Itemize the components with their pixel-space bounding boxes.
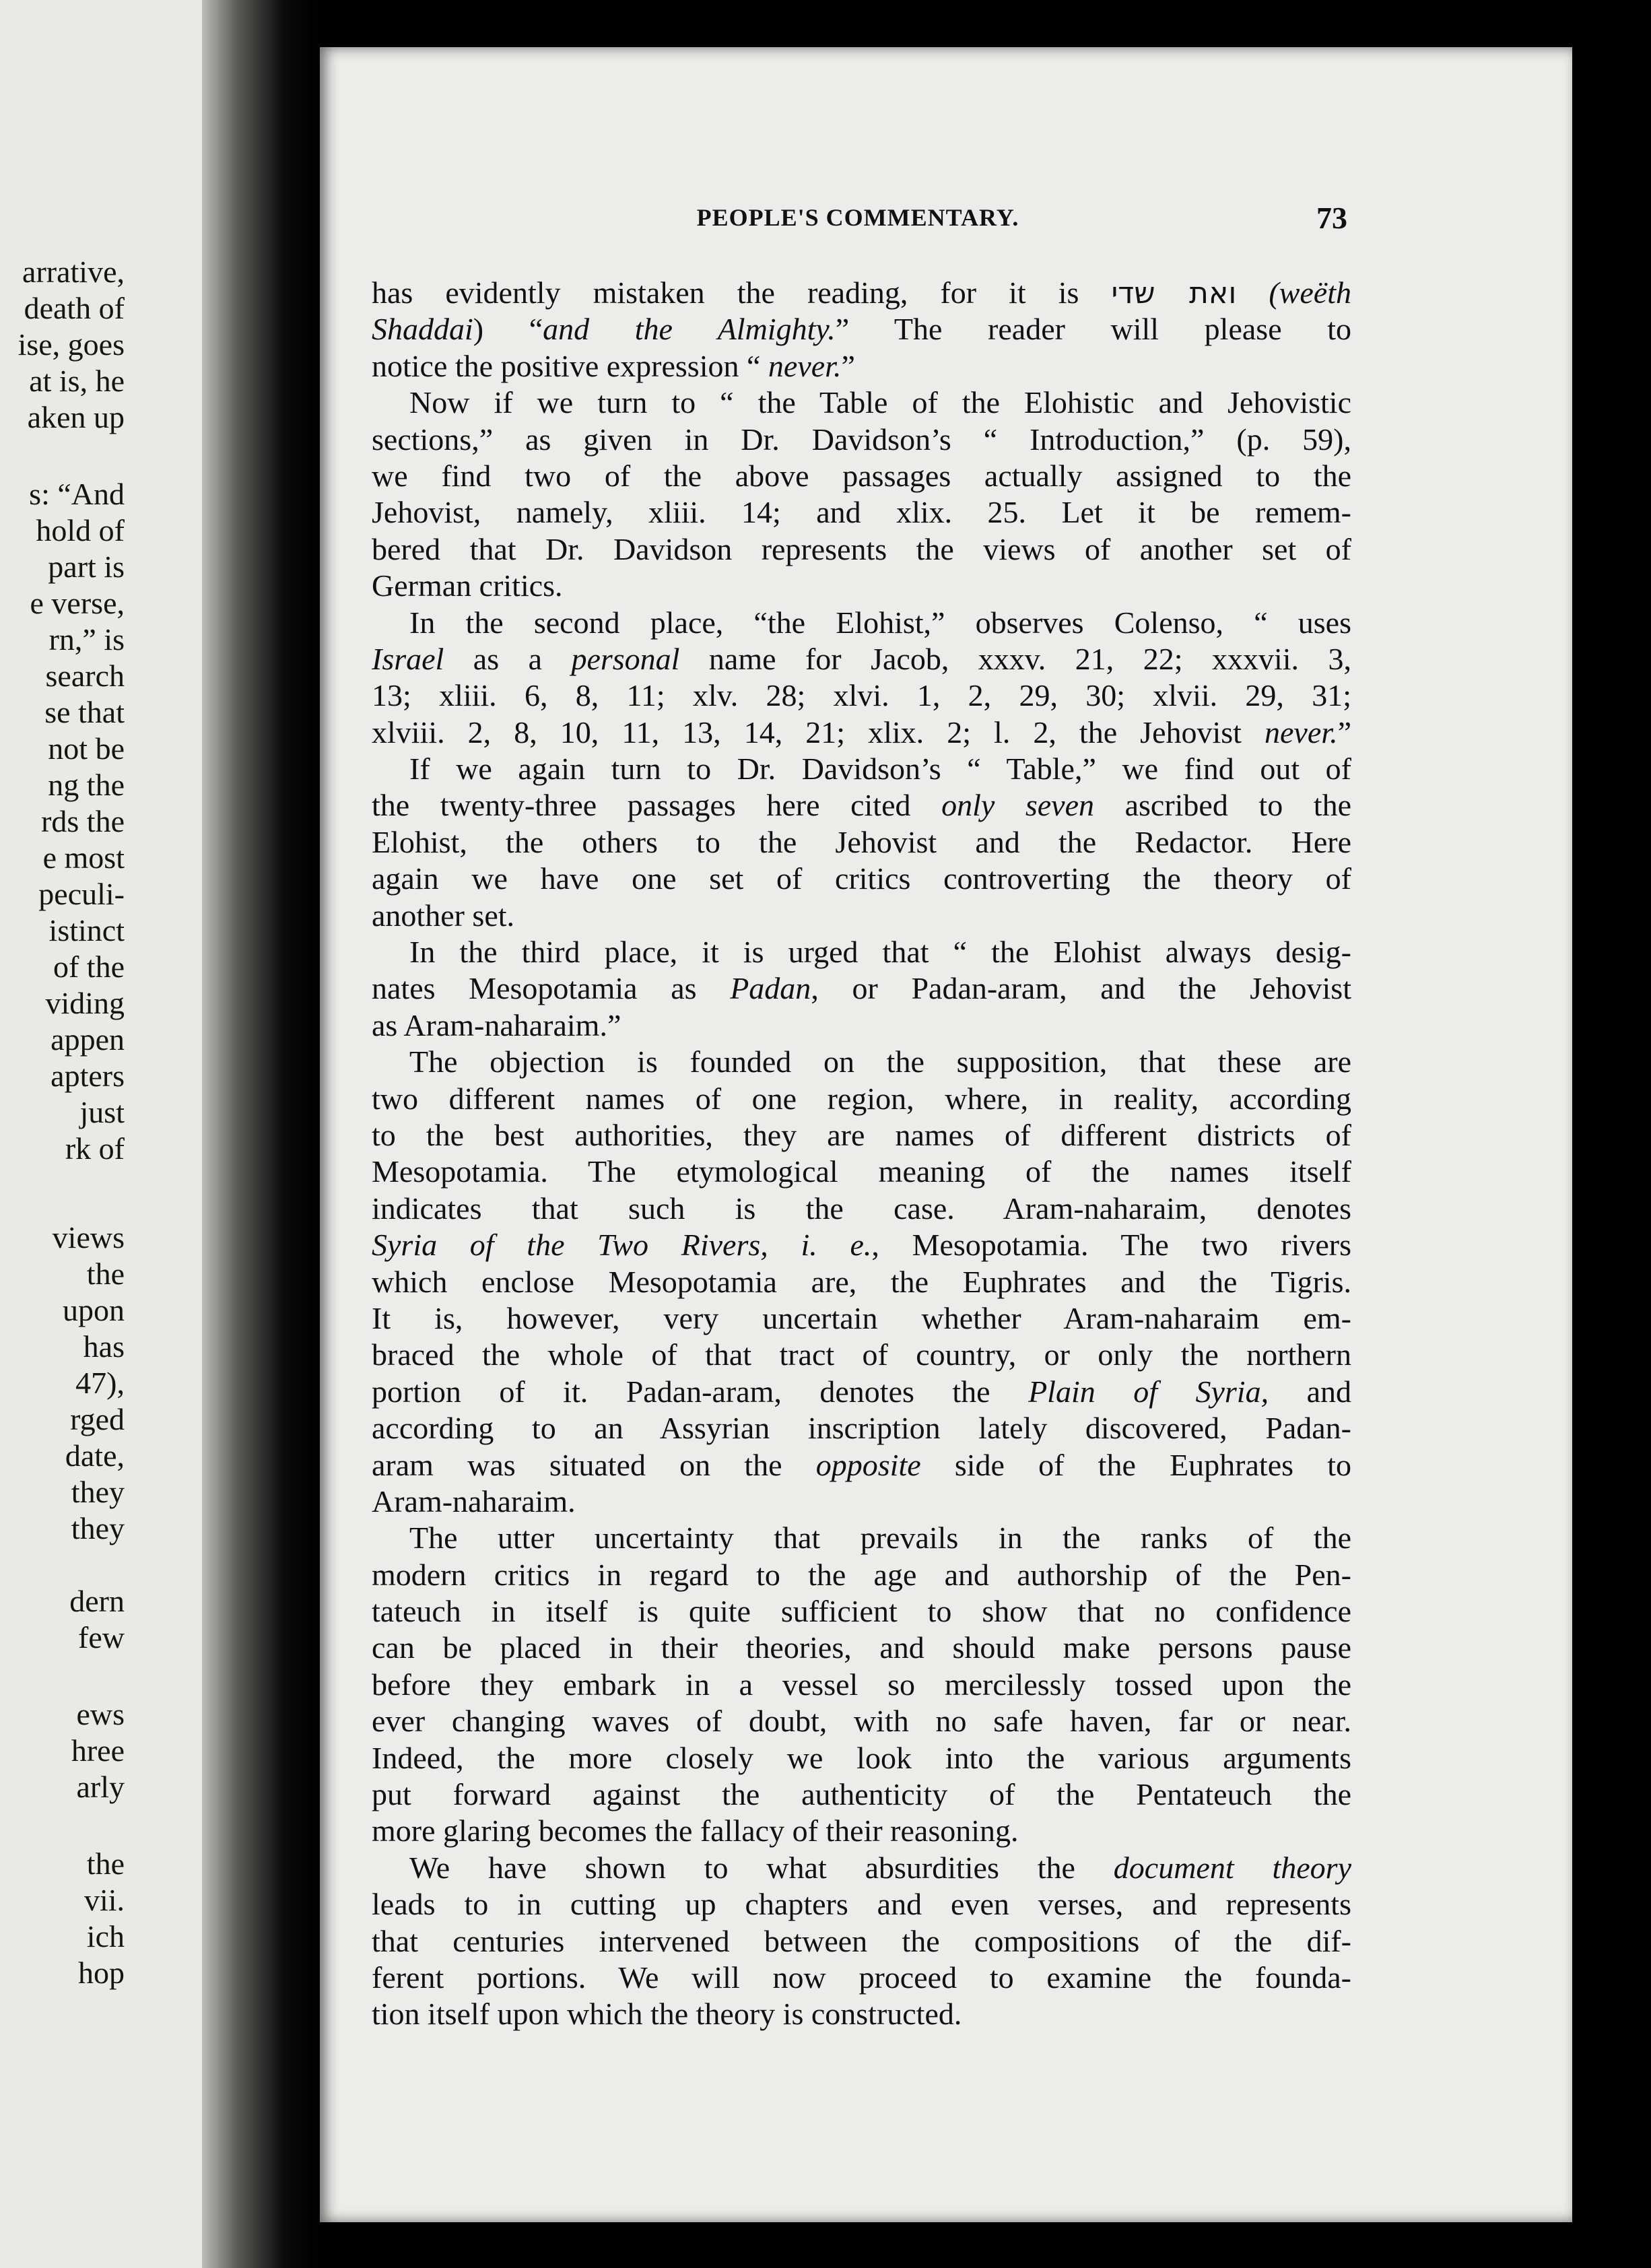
facing-page-line: rn,” is <box>48 622 125 657</box>
text-line: to the best authorities, they are names of different districts of <box>372 1117 1351 1152</box>
text-line: We have shown to what absurdities the document theory <box>409 1850 1352 1885</box>
facing-page-line: arrative, <box>22 255 125 289</box>
text-line: aram was situated on the opposite side of the Euphrates to <box>372 1447 1351 1482</box>
text-line: can be placed in their theories, and should make persons pause <box>372 1630 1351 1665</box>
facing-page-line: e verse, <box>30 586 125 620</box>
facing-page-line: e most <box>42 840 125 875</box>
facing-page-line: viding <box>45 986 125 1020</box>
facing-page-line: vii. <box>83 1883 125 1917</box>
text-line: according to an Assyrian inscription lately discovered, Padan- <box>372 1411 1351 1446</box>
facing-page-line: hop <box>78 1956 125 1990</box>
text-line: has evidently mistaken the reading, for it is ואת שדי (weëth <box>372 275 1352 310</box>
text-line: It is, however, very uncertain whether Aram-naharaim em- <box>372 1300 1351 1335</box>
facing-page-line: they <box>71 1511 125 1545</box>
facing-page-line: se that <box>44 695 125 729</box>
text-line: that centuries intervened between the compositions of the dif- <box>372 1923 1351 1958</box>
facing-page-line: death of <box>24 291 125 325</box>
facing-page-line: the <box>86 1846 125 1881</box>
text-line: tion itself upon which the theory is constructed. <box>372 1997 962 2032</box>
text-line: tateuch in itself is quite sufficient to show that no confidence <box>372 1594 1351 1629</box>
text-line: leads to in cutting up chapters and even verses, and represents <box>372 1887 1351 1922</box>
text-line: In the second place, “the Elohist,” observes Colenso, “ uses <box>409 605 1351 640</box>
body-text <box>372 275 1351 2033</box>
facing-page-line: dern <box>69 1584 125 1618</box>
text-line: bered that Dr. Davidson represents the views of another set of <box>372 531 1351 566</box>
facing-page-line: not be <box>48 731 125 766</box>
text-line: Elohist, the others to the Jehovist and the Redactor. Here <box>372 824 1351 859</box>
text-line: Aram-naharaim. <box>372 1483 576 1519</box>
text-line: put forward against the authenticity of the Pentateuch the <box>372 1777 1351 1812</box>
book-gutter <box>202 0 320 2268</box>
text-line: Israel as a personal name for Jacob, xxxv. 21, 22; xxxvii. 3, <box>372 641 1351 676</box>
facing-page-line: just <box>79 1095 125 1129</box>
running-head: PEOPLE'S COMMENTARY. <box>696 204 1019 231</box>
facing-page-line: the <box>86 1257 125 1291</box>
facing-page-line: hold of <box>36 513 125 547</box>
page-number: 73 <box>1316 201 1347 235</box>
facing-page-line: ich <box>86 1919 125 1954</box>
text-line: another set. <box>372 898 515 933</box>
facing-page-line: hree <box>71 1733 125 1768</box>
facing-page-line: ews <box>76 1697 125 1731</box>
text-line: braced the whole of that tract of country, or only the northern <box>372 1337 1351 1372</box>
facing-page-line: ise, goes <box>18 327 125 362</box>
text-line: ever changing waves of doubt, with no safe haven, far or near. <box>372 1704 1351 1739</box>
facing-page-line: they <box>71 1475 125 1509</box>
facing-page-line: appen <box>50 1022 125 1057</box>
text-line: Mesopotamia. The etymological meaning of the names itself <box>372 1154 1351 1189</box>
text-line: 13; xliii. 6, 8, 11; xlv. 28; xlvi. 1, 2, 29, 30; xlvii. 29, 31; <box>372 678 1351 713</box>
text-line: Syria of the Two Rivers, i. e., Mesopotamia. The two rivers <box>372 1228 1351 1263</box>
text-line: Shaddai) “and the Almighty.” The reader will please to <box>372 312 1351 347</box>
facing-page-line: upon <box>63 1293 125 1327</box>
text-line: modern critics in regard to the age and authorship of the Pen- <box>372 1557 1351 1592</box>
text-line: before they embark in a vessel so mercilessly tossed upon the <box>372 1667 1351 1702</box>
text-line: Jehovist, namely, xliii. 14; and xlix. 25. Let it be remem- <box>372 495 1351 530</box>
facing-page-line: istinct <box>48 913 125 947</box>
text-line: two different names of one region, where, in reality, according <box>372 1081 1351 1116</box>
facing-page-line: peculi- <box>38 877 125 911</box>
text-line: more glaring becomes the fallacy of their reasoning. <box>372 1813 1019 1848</box>
text-line: notice the positive expression “ never.” <box>372 348 855 383</box>
facing-page <box>0 0 202 2268</box>
text-line: which enclose Mesopotamia are, the Euphrates and the Tigris. <box>372 1264 1351 1299</box>
facing-page-line: of the <box>53 949 125 984</box>
text-line: indicates that such is the case. Aram-naharaim, denotes <box>372 1191 1351 1226</box>
facing-page-line: has <box>83 1329 125 1364</box>
facing-page-line: rk of <box>65 1131 125 1166</box>
facing-page-line: ng the <box>48 768 125 802</box>
facing-page-line: apters <box>50 1059 125 1093</box>
text-line: If we again turn to Dr. Davidson’s “ Table,” we find out of <box>409 752 1351 787</box>
facing-page-line: 47), <box>75 1366 125 1400</box>
text-line: Now if we turn to “ the Table of the Elohistic and Jehovistic <box>409 385 1351 420</box>
facing-page-line: arly <box>76 1770 125 1804</box>
facing-page-line: part is <box>48 549 125 584</box>
text-line: nates Mesopotamia as Padan, or Padan-aram, and the Jehovist <box>372 971 1351 1006</box>
text-line: German critics. <box>372 568 563 603</box>
facing-page-line: at is, he <box>29 364 125 398</box>
facing-page-line: rged <box>70 1402 125 1436</box>
text-line: The utter uncertainty that prevails in the ranks of the <box>409 1521 1351 1556</box>
facing-page-line: rds the <box>41 804 125 838</box>
facing-page-line: s: “And <box>29 477 125 511</box>
text-line: portion of it. Padan-aram, denotes the Plain of Syria, and <box>372 1374 1351 1409</box>
text-line: The objection is founded on the supposition, that these are <box>409 1044 1351 1079</box>
facing-page-line: aken up <box>27 400 125 434</box>
text-line: xlviii. 2, 8, 10, 11, 13, 14, 21; xlix. 2; l. 2, the Jehovist never.” <box>372 714 1351 749</box>
text-line: Indeed, the more closely we look into the various arguments <box>372 1740 1351 1775</box>
facing-page-line: search <box>45 659 125 693</box>
text-line: as Aram-naharaim.” <box>372 1007 621 1042</box>
facing-page-line: few <box>78 1620 125 1655</box>
text-line: we find two of the above passages actually assigned to the <box>372 458 1351 493</box>
text-line: the twenty-three passages here cited only seven ascribed to the <box>372 788 1351 823</box>
text-line: sections,” as given in Dr. Davidson’s “ Introduction,” (p. 59), <box>372 422 1351 457</box>
text-line: again we have one set of critics controverting the theory of <box>372 861 1351 896</box>
facing-page-line: views <box>52 1220 125 1255</box>
text-line: In the third place, it is urged that “ the Elohist always desig- <box>409 935 1351 970</box>
text-line: ferent portions. We will now proceed to examine the founda- <box>372 1960 1351 1995</box>
facing-page-line: date, <box>65 1438 125 1473</box>
